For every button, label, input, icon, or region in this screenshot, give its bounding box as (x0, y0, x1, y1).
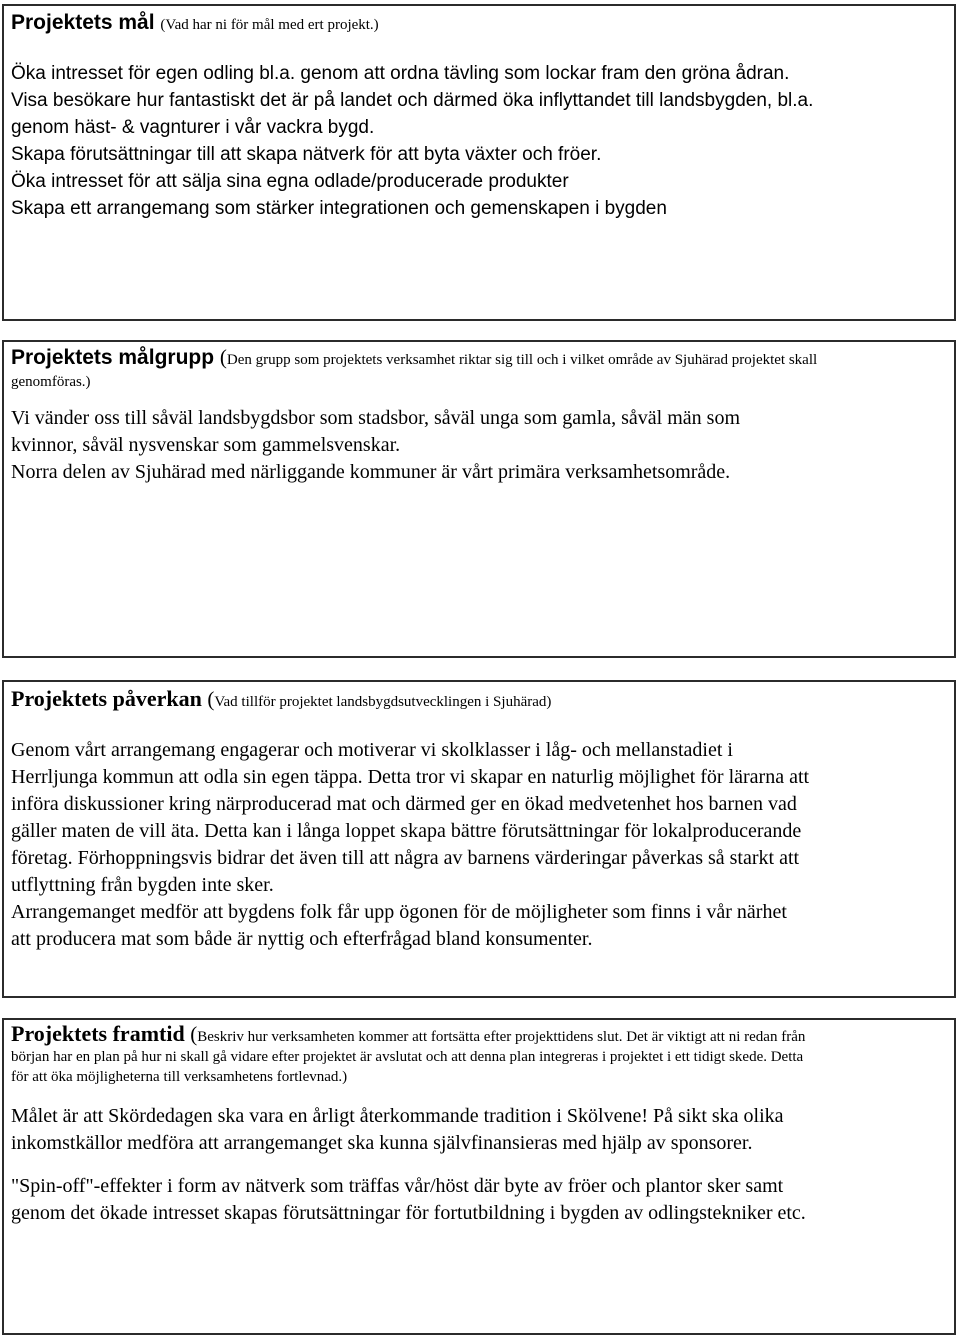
body-line: kvinnor, såväl nysvenskar som gammelsvenskar. (11, 434, 401, 456)
body-line: Genom vårt arrangemang engagerar och motiverar vi skolklasser i låg- och mellanstadiet i (11, 739, 733, 761)
body-line: Vi vänder oss till såväl landsbygdsbor som stadsbor, såväl unga som gamla, såväl män som (11, 407, 741, 429)
paren-open: ( (219, 345, 227, 369)
body-line: Målet är att Skördedagen ska vara en årligt återkommande tradition i Skölvene! På sikt ska olika (11, 1105, 784, 1127)
section-body (11, 60, 947, 222)
body-line: Öka intresset för att sälja sina egna odlade/producerade produkter (11, 171, 569, 192)
body-line: Öka intresset för egen odling bl.a. genom att ordna tävling som lockar fram den gröna ådran. (11, 63, 790, 84)
section-instruction: Vad tillför projektet landsbygdsutvecklingen i Sjuhärad) (214, 694, 552, 710)
section-title: Projektets mål (11, 11, 155, 34)
section-heading (11, 346, 947, 393)
section-instruction: (Vad har ni för mål med ert projekt.) (160, 17, 379, 33)
section-projektets-paverkan (2, 680, 956, 998)
section-instruction-cont: början har en plan på hur ni skall gå vidare efter projektet är avslutat och att denna plan integreras i projektet i ett tidigt skede. Detta (11, 1049, 804, 1065)
body-line: införa diskussioner kring närproducerad mat och därmed ger en ökad medvetenhet hos barnen vad (11, 793, 797, 815)
section-heading (11, 10, 947, 38)
body-line: Norra delen av Sjuhärad med närliggande kommuner är vårt primära verksamhetsområde. (11, 461, 731, 483)
section-title: Projektets målgrupp (11, 346, 215, 369)
section-projektets-framtid (2, 1018, 956, 1335)
section-title: Projektets påverkan (11, 686, 202, 711)
body-line: Visa besökare hur fantastiskt det är på landet och därmed öka inflyttandet till landsbygden, bl.a. (11, 90, 814, 111)
section-heading (11, 686, 947, 715)
body-line: gäller maten de vill äta. Detta kan i långa loppet skapa bättre förutsättningar för lokalproducerande (11, 820, 802, 842)
section-instruction: Beskriv hur verksamheten kommer att fortsätta efter projekttidens slut. Det är viktigt att ni redan från (197, 1029, 806, 1045)
section-body (11, 737, 947, 953)
body-line: Arrangemanget medför att bygdens folk får upp ögonen för de möjligheter som finns i vår närhet (11, 901, 787, 923)
section-heading (11, 1021, 947, 1087)
section-title: Projektets framtid (11, 1021, 185, 1046)
body-line: utflyttning från bygden inte sker. (11, 874, 274, 896)
body-line: att producera mat som både är nyttig och efterfrågad bland konsumenter. (11, 928, 593, 950)
section-instruction-cont: genomföras.) (11, 374, 91, 390)
body-line: genom det ökade intresset skapas förutsättningar för fortutbildning i bygden av odlingstekniker etc. (11, 1202, 806, 1224)
section-instruction: Den grupp som projektets verksamhet riktar sig till och i vilket område av Sjuhärad projektet skall (226, 352, 818, 368)
section-paragraph (11, 1103, 947, 1157)
body-line: "Spin-off"-effekter i form av nätverk som träffas vår/höst där byte av fröer och plantor sker samt (11, 1175, 784, 1197)
body-line: Herrljunga kommun att odla sin egen täppa. Detta tror vi skapar en naturlig möjlighet för lärarna att (11, 766, 810, 788)
paren-open: ( (190, 1022, 198, 1046)
body-line: genom häst- & vagnturer i vår vackra bygd. (11, 117, 375, 138)
section-paragraph (11, 1173, 947, 1227)
section-instruction-cont: för att öka möjligheterna till verksamhetens fortlevnad.) (11, 1069, 348, 1085)
body-line: Skapa ett arrangemang som stärker integrationen och gemenskapen i bygden (11, 198, 667, 219)
body-line: Skapa förutsättningar till att skapa nätverk för att byta växter och fröer. (11, 144, 602, 165)
section-projektets-malgrupp (2, 340, 956, 658)
section-projektets-mal (2, 4, 956, 321)
paren-open: ( (207, 687, 215, 711)
body-line: inkomstkällor medföra att arrangemanget ska kunna självfinansieras med hjälp av sponsorer. (11, 1132, 753, 1154)
section-body (11, 405, 947, 486)
body-line: företag. Förhoppningsvis bidrar det även till att några av barnens värderingar påverkas så starkt att (11, 847, 800, 869)
